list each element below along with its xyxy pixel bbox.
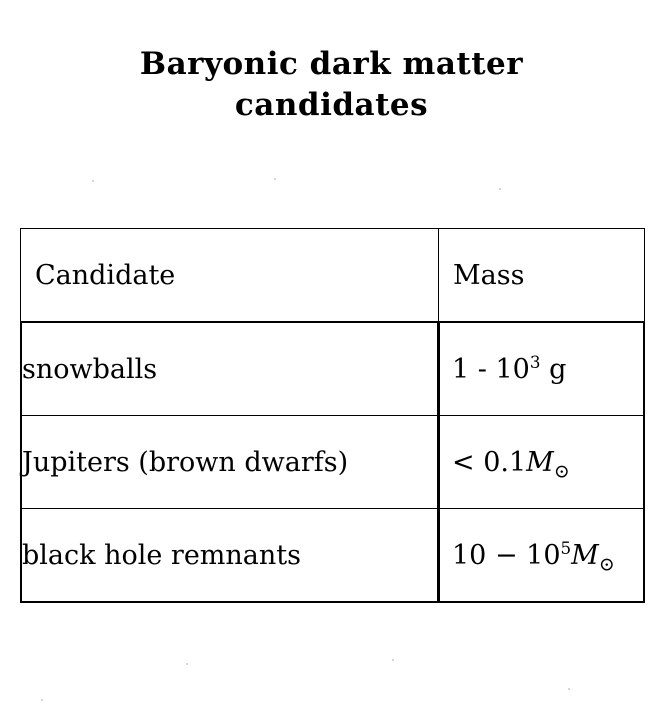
mass-list (439, 322, 644, 602)
mass-exponent: 3 (529, 351, 541, 372)
candidate-column-cell (21, 322, 439, 603)
candidates-table (20, 228, 645, 603)
cell-mass-black-hole-remnants (440, 509, 644, 602)
mass-symbol: M (526, 446, 554, 478)
cell-candidate-black-hole-remnants: black hole remnants (22, 509, 438, 602)
mass-prefix: 1 - 10 (452, 353, 530, 385)
scan-speck (568, 688, 570, 690)
cell-mass-jupiters (440, 416, 644, 509)
table-body-group-row (21, 322, 645, 603)
candidates-table-wrapper (20, 228, 644, 603)
mass-prefix: 10 − 10 (452, 539, 561, 571)
column-header-mass: Mass (439, 229, 645, 322)
table-row (440, 509, 644, 602)
table-row (22, 509, 438, 602)
cell-candidate-snowballs: snowballs (22, 323, 438, 416)
table-header-row (21, 229, 645, 322)
scan-speck (499, 188, 501, 190)
scan-speck (392, 659, 394, 661)
table-row (22, 416, 438, 509)
candidate-list (21, 322, 438, 602)
scan-speck (186, 663, 188, 665)
page-title-line-1: Baryonic dark matter (139, 46, 524, 82)
page-title-line-2: candidates (234, 87, 429, 123)
sun-symbol-icon: ⊙ (598, 552, 615, 575)
table-row (440, 416, 644, 509)
mass-symbol: M (571, 539, 599, 571)
sun-symbol-icon: ⊙ (553, 459, 570, 482)
mass-column-cell (439, 322, 645, 603)
mass-prefix: < 0.1 (452, 446, 527, 478)
scan-speck (274, 178, 276, 180)
mass-exponent: 5 (560, 537, 572, 558)
cell-candidate-jupiters: Jupiters (brown dwarfs) (22, 416, 438, 509)
page-title (0, 44, 663, 126)
cell-mass-snowballs (440, 323, 644, 416)
mass-suffix: g (540, 353, 567, 385)
scan-speck (41, 699, 43, 701)
table-row (440, 323, 644, 416)
scan-speck (92, 180, 94, 182)
table-row (22, 323, 438, 416)
column-header-candidate: Candidate (21, 229, 439, 322)
